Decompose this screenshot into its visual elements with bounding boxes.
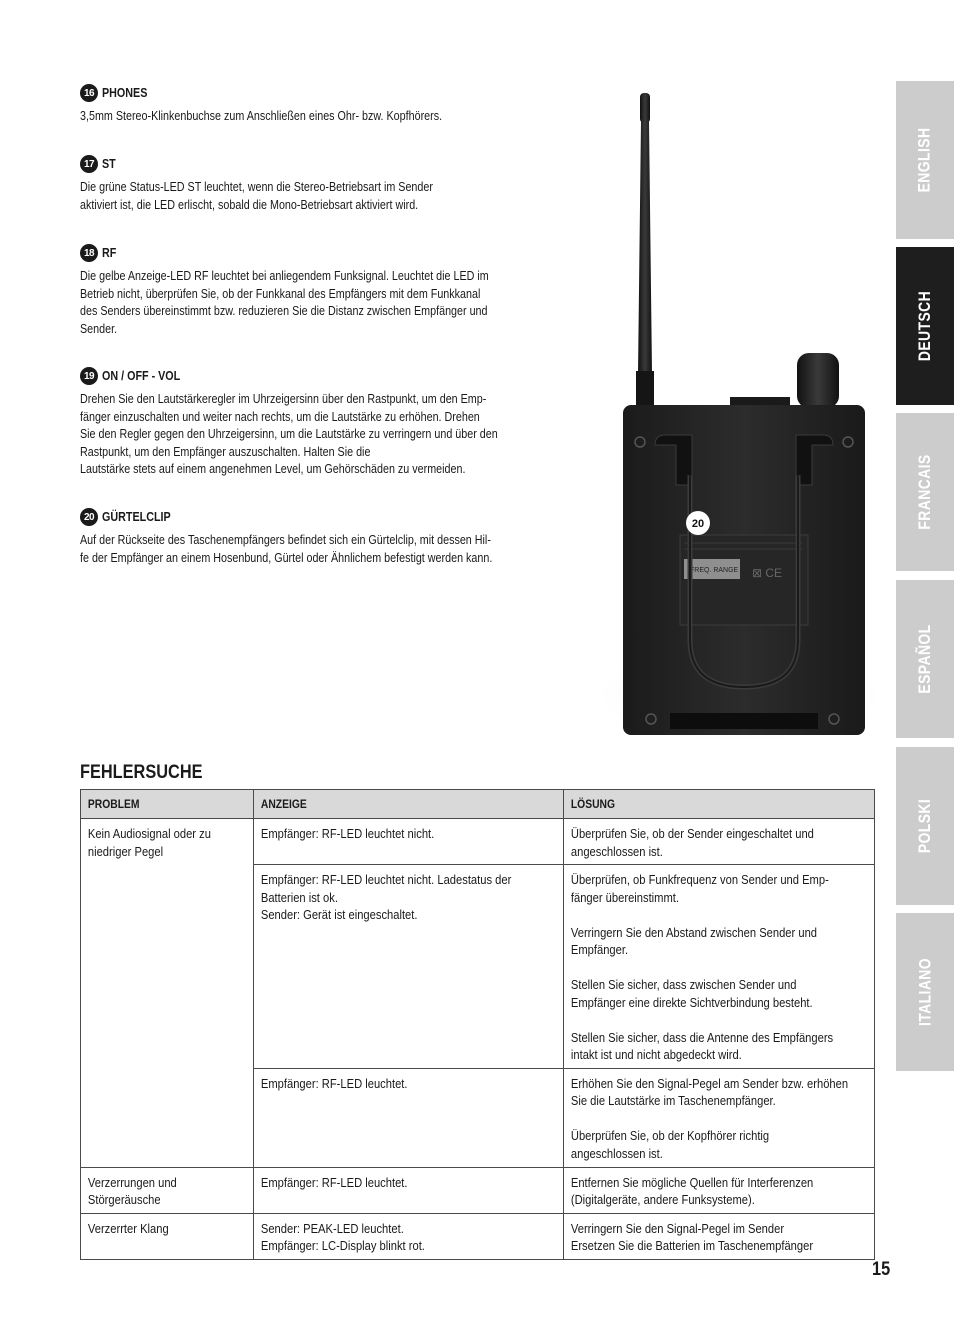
description-line: Die gelbe Anzeige-LED RF leuchtet bei anliegendem Funksignal. Leuchtet die LED im [80,269,489,283]
solution-cell [564,1213,875,1259]
description-line: 3,5mm Stereo-Klinkenbuchse zum Anschließen eines Ohr- bzw. Kopfhörers. [80,109,443,123]
description-line: fe der Empfänger an einem Hosenbund, Gürtel oder Ähnlichem befestigt werden kann. [80,550,493,565]
cell-line: intakt ist und nicht abgedeckt wird. [570,1047,742,1062]
language-tab-label: ENGLISH [915,127,934,193]
language-tab-deutsch[interactable] [896,247,954,405]
feature-section [80,367,550,479]
language-tab-english[interactable] [896,81,954,239]
description-line: Rastpunkt, um den Empfänger auszuschalten. Halten Sie die [80,444,371,459]
volume-knob [797,353,839,408]
receiver-back-image [580,85,880,750]
feature-section [80,508,550,567]
cell-line: niedriger Pegel [87,843,164,859]
feature-number-badge: 18 [80,244,98,262]
cell-line: Sie die Lautstärke im Taschenempfänger. [570,1093,776,1108]
solution-cell [564,1167,875,1213]
cell-line: Entfernen Sie mögliche Quellen für Interferenzen [570,1174,814,1190]
cell-line: Verzerrter Klang [87,1220,169,1236]
callout-number: 20 [691,518,705,530]
feature-description [80,391,544,479]
cell-line: Sender: PEAK-LED leuchtet. [260,1220,404,1236]
cell-line: Ersetzen Sie die Batterien im Taschenempfänger [570,1238,814,1253]
column-header-problem: PROBLEM [81,790,254,819]
cell-line: Empfänger eine direkte Sichtverbindung besteht. [570,994,813,1010]
language-tab-label: DEUTSCH [915,290,935,362]
feature-title: RF [102,246,117,260]
cell-line: angeschlossen ist. [570,843,663,859]
language-tab-francais[interactable] [896,413,954,571]
cell-line: Empfänger: RF-LED leuchtet nicht. [260,826,435,841]
feature-heading [80,84,550,102]
indication-cell [254,1068,564,1167]
feature-number-badge: 16 [80,84,98,102]
solution-cell [564,865,875,1069]
cell-line: Empfänger: LC-Display blinkt rot. [260,1238,425,1253]
solution-cell [564,819,875,865]
cell-line: Sender: Gerät ist eingeschaltet. [260,907,418,922]
problem-cell [81,819,254,1168]
cell-line: Empfänger. [570,942,629,957]
problem-cell [81,1167,254,1213]
solution-cell [564,1068,875,1167]
cell-line: Überprüfen Sie, ob der Sender eingeschaltet und [570,826,814,841]
indication-cell [254,819,564,865]
indication-cell [254,865,564,1069]
cell-line: Verringern Sie den Signal-Pegel im Sender [570,1220,785,1236]
language-tab-label: ITALIANO [915,957,935,1027]
cell-line: Verzerrungen und [87,1174,177,1190]
cell-line: Stellen Sie sicher, dass die Antenne des Empfängers [570,1029,834,1045]
cell-line: Empfänger: RF-LED leuchtet nicht. Ladestatus der [260,872,512,887]
feature-title: GÜRTELCLIP [102,510,171,524]
cell-line: fänger übereinstimmt. [570,889,680,905]
cell-line: Verringern Sie den Abstand zwischen Sender und [570,924,818,940]
language-tab-label: POLSKI [915,798,935,854]
language-tab-label: FRANCAIS [915,454,934,530]
description-line: Sie den Regler gegen den Uhrzeigersinn, um die Lautstärke zu verringern und über den [80,427,498,441]
feature-number-badge: 19 [80,367,98,385]
feature-description [80,268,544,338]
language-tab-espaol[interactable] [896,580,954,738]
cell-line: Empfänger: RF-LED leuchtet. [260,1075,408,1091]
description-line: fänger einzuschalten und weiter nach rechts, um die Lautstärke zu erhöhen. Drehen [80,409,480,424]
description-line: Drehen Sie den Lautstärkeregler im Uhrzeigersinn über den Rastpunkt, um den Emp- [80,392,487,406]
description-line: Auf der Rückseite des Taschenempfängers befindet sich ein Gürtelclip, mit dessen Hil- [80,533,491,547]
cell-line: Überprüfen Sie, ob der Kopfhörer richtig [570,1128,770,1143]
cell-line: (Digitalgeräte, andere Funksysteme). [570,1192,755,1207]
feature-title: ST [102,157,116,171]
table-header-row [81,790,875,819]
description-line: Die grüne Status-LED ST leuchtet, wenn die Stereo-Betriebsart im Sender [80,180,433,194]
svg-text:⊠ CE: ⊠ CE [752,566,783,580]
feature-heading [80,508,550,526]
cell-line: Empfänger: RF-LED leuchtet. [260,1174,408,1190]
cell-line: Störgeräusche [87,1192,161,1207]
column-header-indication: ANZEIGE [254,790,564,819]
feature-number-badge: 17 [80,155,98,173]
problem-cell [81,1213,254,1259]
cell-line: Erhöhen Sie den Signal-Pegel am Sender bzw. erhöhen [570,1075,849,1091]
troubleshooting-table [80,789,875,1260]
cell-line: Überprüfen, ob Funkfrequenz von Sender und Emp- [570,872,829,887]
feature-section [80,155,550,214]
description-line: aktiviert ist, die LED erlischt, sobald die Mono-Betriebsart aktiviert wird. [80,197,419,212]
language-tab-italiano[interactable] [896,913,954,1071]
cell-line: Batterien ist ok. [260,889,338,905]
troubleshooting-title: FEHLERSUCHE [80,762,203,783]
feature-description [80,179,544,214]
feature-number-badge: 20 [80,508,98,526]
table-row [81,819,875,865]
indication-cell [254,1167,564,1213]
feature-heading [80,367,550,385]
freq-range-label: FREQ. RANGE [690,567,739,574]
cell-line: Kein Audiosignal oder zu [87,826,211,841]
feature-title: PHONES [102,86,148,100]
feature-title: ON / OFF - VOL [102,369,181,383]
antenna [638,121,652,375]
feature-heading [80,244,550,262]
feature-section [80,244,550,338]
table-row [81,1167,875,1213]
description-line: Lautstärke stets auf einem angenehmen Level, um Gehörschäden zu vermeiden. [80,462,466,476]
cell-line: Stellen Sie sicher, dass zwischen Sender und [570,977,797,992]
language-tab-polski[interactable] [896,747,954,905]
feature-section [80,84,550,126]
feature-description [80,108,544,126]
cell-line: angeschlossen ist. [570,1145,663,1161]
antenna-tip [640,93,650,123]
indication-cell [254,1213,564,1259]
feature-heading [80,155,550,173]
table-row [81,1213,875,1259]
language-tab-label: ESPAÑOL [915,624,935,694]
description-line: des Senders übereinstimmt bzw. reduzieren Sie die Distanz zwischen Empfänger und [80,304,488,318]
page-number: 15 [872,1259,891,1280]
column-header-solution: LÖSUNG [564,790,875,819]
description-line: Sender. [80,321,118,336]
description-line: Betrieb nicht, überprüfen Sie, ob der Funkkanal des Empfängers mit dem Funkkanal [80,286,481,301]
feature-description [80,532,544,567]
